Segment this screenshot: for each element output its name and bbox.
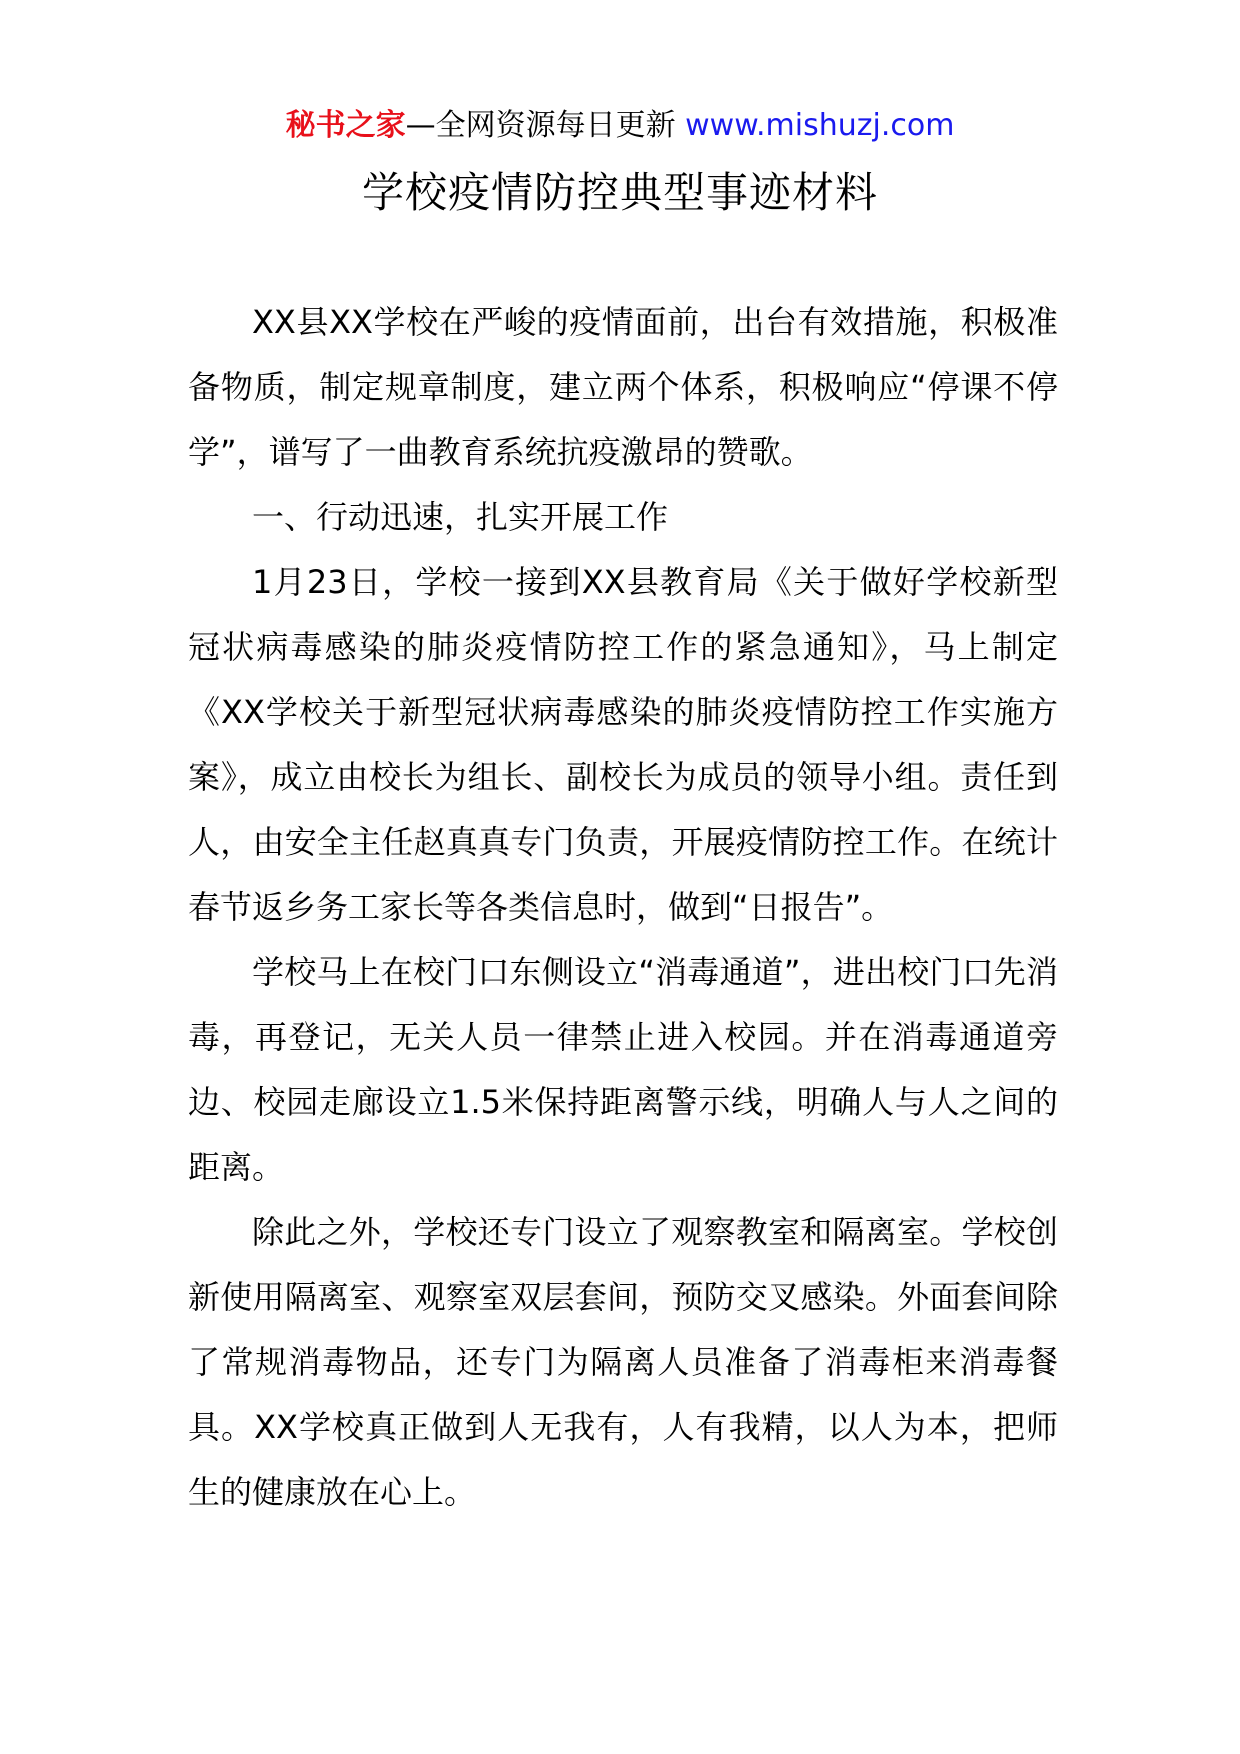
site-url-link[interactable]: www.mishuzj.com [685, 108, 955, 143]
site-brand: 秘书之家 [285, 108, 406, 143]
section-heading: 一、行动迅速，扎实开展工作 [252, 498, 669, 536]
paragraph-intro: XX县XX学校在严峻的疫情面前，出台有效措施，积极准备物质，制定规章制度，建立两个体系，积极响应“停课不停学”，谱写了一曲教育系统抗疫激昂的赞歌。 [188, 303, 1058, 471]
document-body [188, 290, 1058, 1525]
document-title: 学校疫情防控典型事迹材料 [361, 168, 878, 217]
paragraph: 1月23日，学校一接到XX县教育局《关于做好学校新型冠状病毒感染的肺炎疫情防控工作的紧急通知》，马上制定《XX学校关于新型冠状病毒感染的肺炎疫情防控工作实施方案》，成立由校长为组长、副校长为成员的领导小组。责任到人，由安全主任赵真真专门负责，开展疫情防控工作。在统计春节返乡务工家长等各类信息时，做到“日报告”。 [188, 563, 1058, 926]
site-tagline: —全网资源每日更新 [405, 108, 676, 143]
site-header [0, 104, 1240, 148]
paragraph: 学校马上在校门口东侧设立“消毒通道”，进出校门口先消毒，再登记，无关人员一律禁止进入校园。并在消毒通道旁边、校园走廊设立1.5米保持距离警示线，明确人与人之间的距离。 [188, 953, 1058, 1186]
paragraph: 除此之外，学校还专门设立了观察教室和隔离室。学校创新使用隔离室、观察室双层套间，预防交叉感染。外面套间除了常规消毒物品，还专门为隔离人员准备了消毒柜来消毒餐具。XX学校真正做到人无我有，人有我精，以人为本，把师生的健康放在心上。 [188, 1213, 1058, 1511]
